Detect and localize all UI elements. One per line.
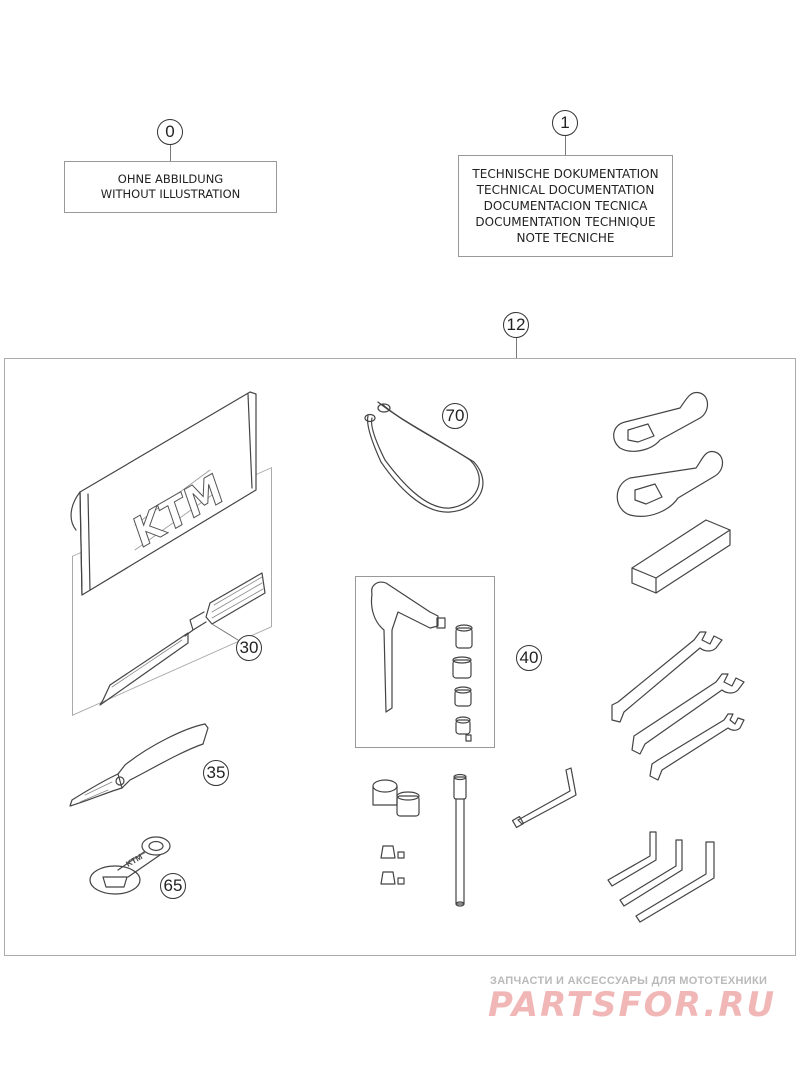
spanner-logo: KTM — [124, 852, 145, 869]
watermark-tagline: ЗАПЧАСТИ И АКСЕССУАРЫ ДЛЯ МОТОТЕХНИКИ — [490, 975, 768, 987]
box1-line1: TECHNISCHE DOKUMENTATION — [472, 167, 659, 181]
pliers — [70, 724, 208, 806]
bag-logo: KTM — [124, 467, 233, 556]
hex-key — [513, 768, 576, 827]
box1-line4: DOCUMENTATION TECHNIQUE — [475, 215, 656, 229]
pin-wrench-small — [614, 392, 708, 451]
socket-extension — [373, 775, 466, 907]
open-end-spanner-3 — [650, 714, 744, 780]
callout-40[interactable]: 40 — [516, 645, 542, 671]
box0-line1: OHNE ABBILDUNG — [117, 172, 224, 186]
box1-line2: TECHNICAL DOCUMENTATION — [476, 183, 655, 197]
watermark-brand[interactable]: PARTSFOR.RU — [488, 985, 777, 1025]
allen-key-set — [372, 582, 473, 741]
callout-1[interactable]: 1 — [552, 110, 578, 136]
callout-12[interactable]: 12 — [503, 312, 529, 338]
open-end-spanner-1 — [612, 632, 722, 722]
callout-30[interactable]: 30 — [236, 635, 262, 661]
hex-key-set — [608, 832, 714, 922]
pin-wrench-large — [617, 451, 722, 516]
box1-line3: DOCUMENTACION TECNICA — [483, 199, 648, 213]
tool-box-bar — [632, 520, 730, 593]
callout-35[interactable]: 35 — [203, 760, 229, 786]
box0-line2: WITHOUT ILLUSTRATION — [100, 187, 241, 201]
callout-70[interactable]: 70 — [442, 403, 468, 429]
callout-65[interactable]: 65 — [160, 873, 186, 899]
box1-line5: NOTE TECNICHE — [516, 231, 615, 245]
callout-0[interactable]: 0 — [157, 119, 183, 145]
